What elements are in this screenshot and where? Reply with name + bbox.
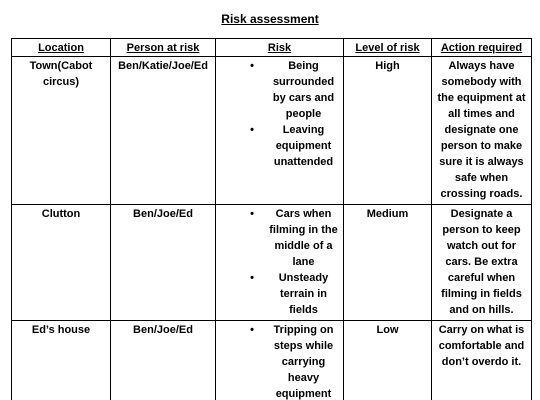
risk-cell <box>216 321 344 400</box>
risk-item <box>220 206 339 270</box>
risk-item-text: Tripping on steps while carrying heavy equipment <box>273 324 334 400</box>
level-cell: Low <box>344 321 432 400</box>
risk-item <box>220 322 339 400</box>
bullet-dot-icon: • <box>250 272 254 284</box>
bullet-dot-icon: • <box>250 124 254 136</box>
risk-item-text: Cars when filming in the middle of a lane <box>269 208 338 268</box>
risk-cell <box>216 205 344 321</box>
bullet-dot-icon: • <box>250 208 254 220</box>
document-title: Risk assessment <box>221 12 319 26</box>
level-cell: High <box>344 57 432 205</box>
risk-list <box>220 206 339 318</box>
risk-assessment-table <box>11 38 532 400</box>
bullet-dot-icon: • <box>250 324 254 336</box>
table-row <box>12 321 532 400</box>
header-location: Location <box>12 39 111 57</box>
table-header-row <box>12 39 532 57</box>
location-cell: Town(Cabot circus) <box>12 57 111 205</box>
header-action-required: Action required <box>432 39 532 57</box>
risk-list <box>220 58 339 170</box>
risk-item <box>220 122 339 170</box>
person-cell: Ben/Katie/Joe/Ed <box>111 57 216 205</box>
header-risk: Risk <box>216 39 344 57</box>
header-person-at-risk: Person at risk <box>111 39 216 57</box>
person-cell: Ben/Joe/Ed <box>111 205 216 321</box>
table-row <box>12 57 532 205</box>
bullet-dot-icon: • <box>250 60 254 72</box>
risk-cell <box>216 57 344 205</box>
table-row <box>12 205 532 321</box>
action-cell: Designate a person to keep watch out for cars. Be extra careful when filming in fields and on hills. <box>432 205 532 321</box>
action-cell: Carry on what is comfortable and don’t overdo it. <box>432 321 532 400</box>
location-cell: Ed’s house <box>12 321 111 400</box>
level-cell: Medium <box>344 205 432 321</box>
risk-item-text: Being surrounded by cars and people <box>272 60 335 120</box>
risk-list <box>220 322 339 400</box>
risk-item <box>220 270 339 318</box>
risk-item-text: Leaving equipment unattended <box>273 124 334 168</box>
risk-item-text: Unsteady terrain in fields <box>278 272 329 316</box>
location-cell: Clutton <box>12 205 111 321</box>
risk-item <box>220 58 339 122</box>
person-cell: Ben/Joe/Ed <box>111 321 216 400</box>
action-cell: Always have somebody with the equipment at all times and designate one person to make sure it is always safe when crossing roads. <box>432 57 532 205</box>
header-level-of-risk: Level of risk <box>344 39 432 57</box>
